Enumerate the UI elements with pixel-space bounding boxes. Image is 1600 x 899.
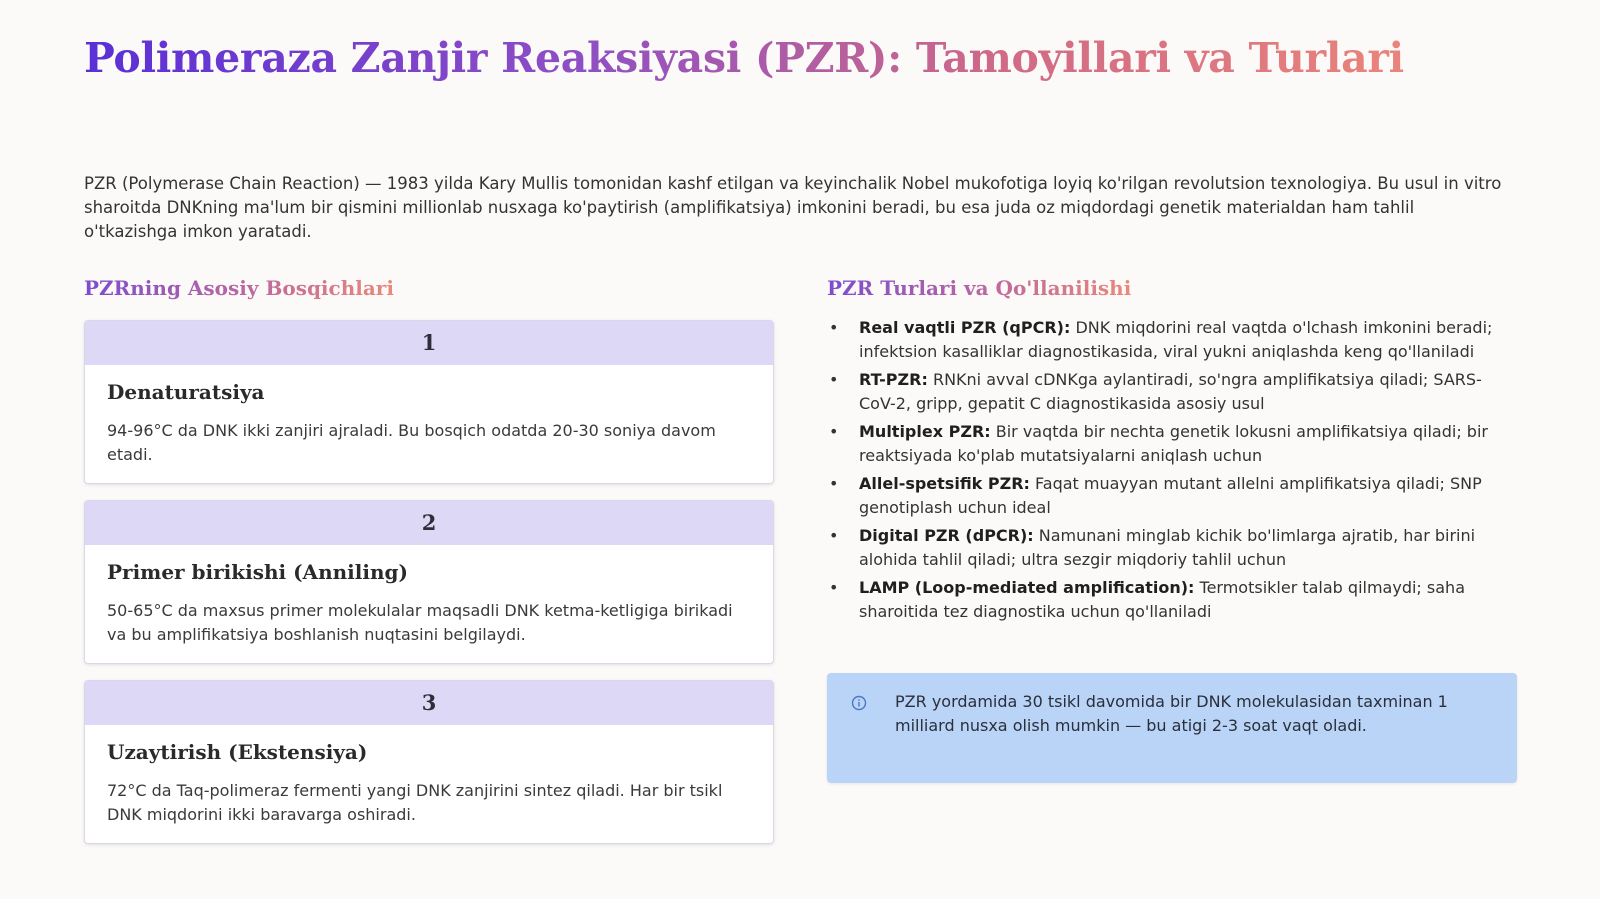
page-title: Polimeraza Zanjir Reaksiyasi (PZR): Tamoyillari va Turlari <box>84 32 1504 84</box>
list-item <box>827 316 1517 363</box>
step-description: 72°C da Taq-polimeraz fermenti yangi DNK zanjirini sintez qiladi. Har bir tsikl DNK miqdorini ikki baravarga oshiradi. <box>107 781 723 824</box>
step-description: 50-65°C da maxsus primer molekulalar maqsadli DNK ketma-ketligiga birikadi va bu amplifikatsiya boshlanish nuqtasini belgilaydi. <box>107 601 733 644</box>
list-item-name: Real vaqtli PZR (qPCR): <box>859 318 1071 337</box>
list-item <box>827 368 1517 415</box>
step-body <box>85 365 773 483</box>
list-item-text: Faqat muayyan mutant allelni amplifikatsiya qiladi; SNP genotiplash uchun ideal <box>859 474 1482 517</box>
bullet-icon: • <box>829 578 839 597</box>
list-item <box>827 472 1517 519</box>
list-item <box>827 576 1517 623</box>
step-title: Denaturatsiya <box>107 380 265 404</box>
step-title: Primer birikishi (Anniling) <box>107 560 408 584</box>
list-item-name: Digital PZR (dPCR): <box>859 526 1034 545</box>
bullet-icon: • <box>829 318 839 337</box>
step-body <box>85 725 773 843</box>
info-callout <box>827 673 1517 783</box>
list-item <box>827 524 1517 571</box>
step-number: 3 <box>85 681 773 725</box>
list-item-name: Multiplex PZR: <box>859 422 991 441</box>
list-item-text: Termotsikler talab qilmaydi; saha sharoitida tez diagnostika uchun qo'llaniladi <box>859 578 1465 621</box>
bullet-icon: • <box>829 422 839 441</box>
bullet-icon: • <box>829 526 839 545</box>
step-title: Uzaytirish (Ekstensiya) <box>107 740 368 764</box>
intro-paragraph: PZR (Polymerase Chain Reaction) — 1983 yilda Kary Mullis tomonidan kashf etilgan va keyinchalik Nobel mukofotiga loyiq ko'rilgan revolutsion texnologiya. Bu usul in vitro sharoitda DNKning ma'lum bir qismini millionlab nusxaga ko'paytirish (amplifikatsiya) imkonini beradi, bu esa juda oz miqdordagi genetik materialdan ham tahlil o'tkazishga imkon yaratadi. <box>84 174 1502 241</box>
list-item-text: Bir vaqtda bir nechta genetik lokusni amplifikatsiya qiladi; bir reaktsiyada ko'plab mutatsiyalarni aniqlash uchun <box>859 422 1488 465</box>
steps-section-heading: PZRning Asosiy Bosqichlari <box>84 276 394 300</box>
list-item-text: RNKni avval cDNKga aylantiradi, so'ngra amplifikatsiya qiladi; SARS-CoV-2, gripp, gepatit C diagnostikasida asosiy usul <box>859 370 1482 413</box>
list-item-name: LAMP (Loop-mediated amplification): <box>859 578 1195 597</box>
step-description: 94-96°C da DNK ikki zanjiri ajraladi. Bu bosqich odatda 20-30 soniya davom etadi. <box>107 421 716 464</box>
step-number: 1 <box>85 321 773 365</box>
list-item-text: Namunani minglab kichik bo'limlarga ajratib, har birini alohida tahlil qiladi; ultra sezgir miqdoriy tahlil uchun <box>859 526 1476 569</box>
list-item-text: DNK miqdorini real vaqtda o'lchash imkonini beradi; infektsion kasalliklar diagnostikasida, viral yukni aniqlashda keng qo'llaniladi <box>859 318 1493 361</box>
types-section-heading: PZR Turlari va Qo'llanilishi <box>827 276 1132 300</box>
step-body <box>85 545 773 663</box>
step-card <box>84 320 774 484</box>
list-item <box>827 420 1517 467</box>
bullet-icon: • <box>829 474 839 493</box>
step-number: 2 <box>85 501 773 545</box>
list-item-name: RT-PZR: <box>859 370 928 389</box>
step-card <box>84 500 774 664</box>
steps-list <box>84 320 774 860</box>
bullet-icon: • <box>829 370 839 389</box>
info-icon <box>851 695 867 711</box>
list-item-name: Allel-spetsifik PZR: <box>859 474 1030 493</box>
pcr-types-list <box>827 316 1517 628</box>
step-card <box>84 680 774 844</box>
info-text: PZR yordamida 30 tsikl davomida bir DNK molekulasidan taxminan 1 milliard nusxa olish mumkin — bu atigi 2-3 soat vaqt oladi. <box>895 692 1448 735</box>
